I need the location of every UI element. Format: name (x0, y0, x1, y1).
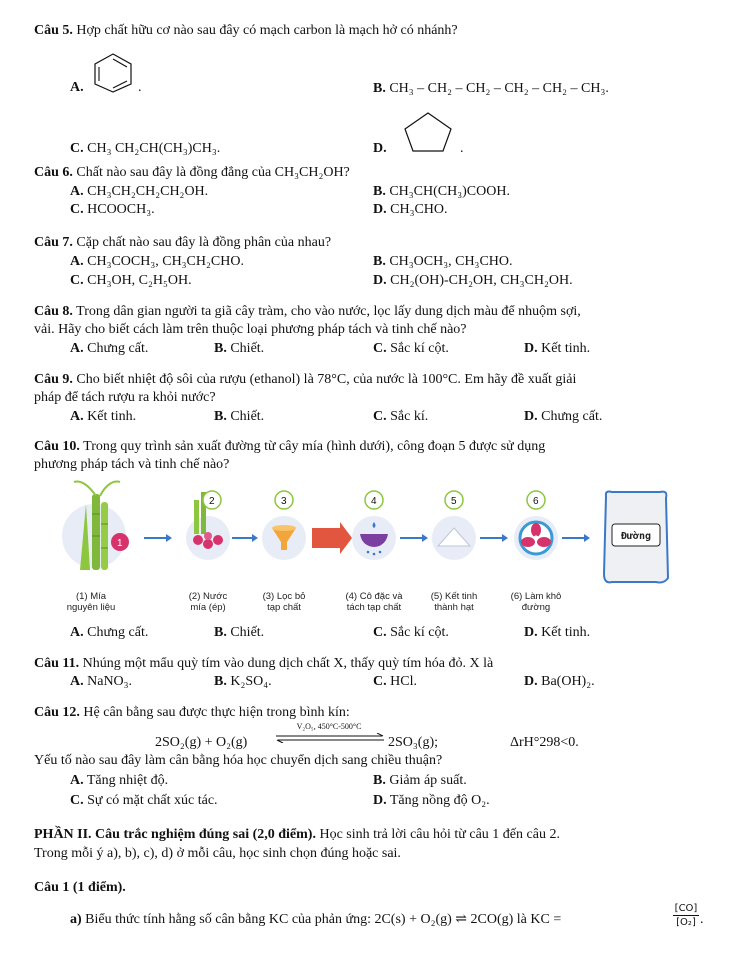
q11-stem (34, 655, 493, 673)
option-label: B. (214, 625, 227, 640)
fraction-numerator: [CO] (674, 903, 698, 914)
part2-title: PHẦN II. Câu trắc nghiệm đúng sai (2,0 điểm). (34, 827, 316, 842)
option-text: K₂SO₄. (230, 674, 272, 689)
q12-option-a (70, 772, 168, 790)
option-a-period: . (138, 80, 142, 95)
option-text: Chưng cất. (541, 409, 603, 424)
caption-line: tách tạp chất (346, 602, 402, 613)
sugarcane-icon (62, 482, 129, 570)
q5-option-b (373, 80, 609, 98)
option-text: CH₂(OH)-CH₂OH, CH₃CH₂OH. (390, 273, 573, 288)
q10-stem-line2: phương pháp tách và tinh chế nào? (34, 457, 230, 472)
q12-question: Yếu tố nào sau đây làm cân bằng hóa học chuyển dịch sang chiều thuận? (34, 753, 443, 768)
sentence-period: . (700, 912, 704, 927)
q6-option-b (373, 183, 510, 201)
question-number: Câu 7. (34, 235, 73, 250)
q9-stem (34, 371, 576, 389)
option-d-label: D. (373, 141, 387, 156)
option-label: A. (70, 184, 84, 199)
equation-right: 2SO₃(g); (388, 735, 438, 750)
option-text: Kết tinh. (541, 341, 591, 356)
part2-instruction: Học sinh trả lời câu hỏi từ câu 1 đến câu 2. (319, 827, 560, 842)
q8-option-a (70, 340, 148, 358)
question-number: Câu 10. (34, 439, 80, 454)
option-label: C. (373, 625, 387, 640)
option-label: A. (70, 625, 84, 640)
step-number: 2 (209, 496, 215, 507)
option-label: B. (373, 773, 386, 788)
q12-stem (34, 704, 350, 722)
sugar-bag-label: Đường (620, 531, 652, 542)
option-text: Chưng cất. (87, 341, 149, 356)
question-text: Cho biết nhiệt độ sôi của rượu (ethanol) là 78°C, của nước là 100°C. Em hãy đề xuất giải (76, 372, 577, 387)
q10-option-d (524, 624, 590, 642)
option-label: D. (373, 273, 387, 288)
arrow-icon (480, 534, 508, 542)
q6-option-c (70, 201, 155, 219)
caption-line: mía (ép) (190, 602, 226, 613)
q7-option-d (373, 272, 573, 290)
option-text: Sự có mặt chất xúc tác. (87, 793, 218, 808)
question-number: Câu 9. (34, 372, 73, 387)
caption-line: (3) Lọc bỏ (262, 591, 306, 602)
caption-line: đường (521, 602, 551, 613)
fraction-denominator: [O₂] (676, 917, 696, 928)
sugar-bag-icon (604, 492, 668, 583)
equation-condition: V₂O₅, 450°C-500°C (296, 722, 362, 731)
cyclopentane-ring-icon (398, 110, 458, 154)
question-text: Nhúng một mẩu quỳ tím vào dung dịch chất X, thấy quỳ tím hóa đỏ. X là (82, 656, 494, 671)
question-number: Câu 6. (34, 165, 73, 180)
q10-option-a (70, 624, 148, 642)
option-text: Giảm áp suất. (389, 773, 467, 788)
part2-q1-title: Câu 1 (1 điểm). (34, 880, 126, 895)
option-text: HCl. (390, 674, 417, 689)
equilibrium-arrow-icon (274, 733, 386, 743)
step-6-caption (500, 591, 572, 613)
caption-line: thành hạt (434, 602, 474, 613)
option-c-label: C. (70, 141, 84, 156)
option-text: Tăng nhiệt độ. (86, 773, 169, 788)
option-text: Kết tinh. (541, 625, 591, 640)
q12-option-d (373, 792, 490, 810)
caption-line: (5) Kết tinh (430, 591, 478, 602)
step-number: 1 (117, 538, 123, 549)
option-text: Chiết. (230, 625, 265, 640)
option-label: C. (70, 793, 84, 808)
equilibrium-fraction (673, 902, 699, 929)
option-label: A. (70, 674, 84, 689)
drying-fan-icon (514, 491, 558, 560)
question-number: Câu 12. (34, 705, 80, 720)
step-2-caption (174, 591, 242, 613)
q7-option-a (70, 253, 244, 271)
question-text: Cặp chất nào sau đây là đồng phân của nhau? (76, 235, 332, 250)
step-4-caption (334, 591, 414, 613)
option-text: Sắc kí. (390, 409, 429, 424)
option-text: Kết tinh. (87, 409, 137, 424)
caption-line: (1) Mía (75, 591, 107, 602)
q10-stem (34, 438, 545, 456)
option-label: A. (70, 773, 84, 788)
q12-option-b (373, 772, 467, 790)
q8-option-d (524, 340, 590, 358)
question-text: Hợp chất hữu cơ nào sau đây có mạch carbon là mạch hở có nhánh? (76, 23, 458, 38)
option-text: CH₃CHO. (390, 202, 448, 217)
process-arrow-icon (312, 522, 352, 554)
caption-line: nguyên liệu (66, 602, 116, 613)
option-text: Chiết. (230, 341, 265, 356)
q6-option-a (70, 183, 208, 201)
step-3-caption (250, 591, 318, 613)
option-label: D. (373, 793, 387, 808)
q11-option-a (70, 673, 132, 691)
option-b-text: CH₃ – CH₂ – CH₂ – CH₂ – CH₂ – CH₃. (389, 81, 609, 96)
q10-option-c (373, 624, 449, 642)
step-number: 6 (533, 496, 539, 507)
q9-option-c (373, 408, 428, 426)
enthalpy-condition: ΔrH°298<0. (510, 735, 579, 750)
q7-option-b (373, 253, 513, 271)
question-text: Trong dân gian người ta giã cây tràm, cho vào nước, lọc lấy dung dịch màu để nhuộm sợi, (76, 304, 581, 319)
q8-stem-line2: vải. Hãy cho biết cách làm trên thuộc loại phương pháp tách và tinh chế nào? (34, 322, 467, 337)
option-text: CH₃CH₂CH₂CH₂OH. (87, 184, 209, 199)
option-text: CH₃OH, C₂H₅OH. (87, 273, 192, 288)
option-text: Chiết. (230, 409, 265, 424)
option-label: D. (373, 202, 387, 217)
q11-option-b (214, 673, 272, 691)
option-label: A. (70, 409, 84, 424)
option-label: C. (70, 273, 84, 288)
crushed-cane-icon (186, 491, 230, 560)
arrow-icon (562, 534, 590, 542)
sugar-production-diagram (60, 474, 680, 586)
q9-option-b (214, 408, 264, 426)
option-label: C. (373, 409, 387, 424)
step-5-caption (418, 591, 490, 613)
option-text: Ba(OH)₂. (541, 674, 595, 689)
option-c-text: CH₃ CH₂CH(CH₃)CH₃. (87, 141, 221, 156)
q5-option-c (70, 140, 220, 158)
option-text: Chưng cất. (87, 625, 149, 640)
question-number: Câu 5. (34, 23, 73, 38)
question-text: Hệ cân bằng sau được thực hiện trong bình kín: (83, 705, 350, 720)
option-a-label: A. (70, 80, 84, 95)
step-number: 3 (281, 496, 287, 507)
question-text: Chất nào sau đây là đồng đẳng của CH₃CH₂OH? (76, 165, 350, 180)
item-text: Biểu thức tính hằng số cân bằng KC của phản ứng: 2C(s) + O₂(g) ⇌ 2CO(g) là KC = (85, 912, 562, 927)
q8-stem (34, 303, 581, 321)
option-label: A. (70, 341, 84, 356)
arrow-icon (400, 534, 428, 542)
q9-option-a (70, 408, 136, 426)
q7-stem (34, 234, 331, 252)
caption-line: (6) Làm khô (510, 591, 562, 602)
step-number: 5 (451, 496, 457, 507)
step-number: 4 (371, 496, 377, 507)
option-label: B. (214, 341, 227, 356)
option-text: Sắc kí cột. (390, 625, 449, 640)
q8-option-c (373, 340, 449, 358)
option-text: HCOOCH₃. (87, 202, 155, 217)
part2-heading (34, 826, 560, 844)
q9-stem-line2: pháp để tách rượu ra khỏi nước? (34, 390, 216, 405)
caption-line: (2) Nước (188, 591, 228, 602)
q7-option-c (70, 272, 192, 290)
arrow-icon (232, 534, 258, 542)
benzene-ring-icon (90, 52, 136, 94)
option-label: C. (70, 202, 84, 217)
arrow-icon (144, 534, 172, 542)
option-text: Tăng nồng độ O₂. (389, 793, 490, 808)
caption-line: (4) Cô đặc và (345, 591, 403, 602)
q9-option-d (524, 408, 602, 426)
q6-option-d (373, 201, 448, 219)
crystal-pile-icon (432, 491, 476, 560)
option-label: D. (524, 674, 538, 689)
step-1-caption (56, 591, 126, 613)
part2-q1a (70, 911, 561, 929)
option-label: B. (373, 184, 386, 199)
item-label: a) (70, 912, 82, 927)
option-text: CH₃OCH₃, CH₃CHO. (389, 254, 513, 269)
q12-option-c (70, 792, 218, 810)
question-number: Câu 11. (34, 656, 80, 671)
q11-option-c (373, 673, 417, 691)
q8-option-b (214, 340, 264, 358)
option-label: D. (524, 409, 538, 424)
option-d-period: . (460, 141, 464, 156)
option-label: A. (70, 254, 84, 269)
option-text: Sắc kí cột. (390, 341, 449, 356)
option-label: D. (524, 625, 538, 640)
part2-instruction-line2: Trong mỗi ý a), b), c), d) ở mỗi câu, học sinh chọn đúng hoặc sai. (34, 846, 401, 861)
evaporation-bowl-icon (352, 491, 396, 560)
option-label: D. (524, 341, 538, 356)
option-label: B. (214, 674, 227, 689)
question-number: Câu 8. (34, 304, 73, 319)
option-label: B. (214, 409, 227, 424)
q5-stem (34, 22, 458, 40)
option-label: C. (373, 341, 387, 356)
option-text: NaNO₃. (87, 674, 133, 689)
equation-left: 2SO₂(g) + O₂(g) (155, 735, 248, 750)
option-label: C. (373, 674, 387, 689)
q10-option-b (214, 624, 264, 642)
option-text: CH₃COCH₃, CH₃CH₂CHO. (87, 254, 244, 269)
question-text: Trong quy trình sản xuất đường từ cây mía (hình dưới), công đoạn 5 được sử dụng (83, 439, 546, 454)
filter-funnel-icon (262, 491, 306, 560)
option-b-label: B. (373, 81, 386, 96)
q11-option-d (524, 673, 595, 691)
q6-stem (34, 164, 350, 182)
caption-line: tạp chất (267, 602, 301, 613)
option-text: CH₃CH(CH₃)COOH. (389, 184, 510, 199)
option-label: B. (373, 254, 386, 269)
